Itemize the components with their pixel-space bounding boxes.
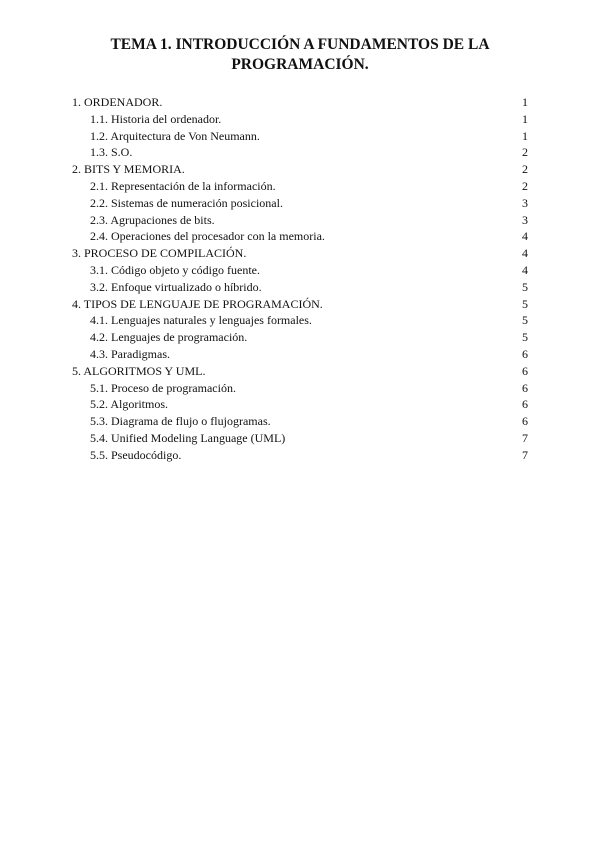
toc-entry-label: 2.1. Representación de la información.: [90, 178, 276, 193]
toc-subsection-entry[interactable]: [72, 380, 528, 397]
toc-subsection-entry[interactable]: [72, 346, 528, 363]
toc-page-number: 1: [522, 95, 528, 109]
toc-subsection-entry[interactable]: [72, 413, 528, 430]
toc-entry-label: 4. TIPOS DE LENGUAJE DE PROGRAMACIÓN.: [72, 296, 323, 311]
toc-page-number: 1: [522, 111, 528, 126]
toc-subsection-entry[interactable]: [72, 312, 528, 329]
toc-entry-label: 5.2. Algoritmos.: [90, 397, 169, 412]
toc-section-entry[interactable]: [72, 161, 528, 178]
toc-page-number: 6: [522, 414, 528, 429]
toc-page-number: 5: [522, 279, 528, 294]
toc-page-number: 6: [522, 397, 528, 412]
toc-entry-label: 2.3. Agrupaciones de bits.: [90, 212, 215, 227]
toc-subsection-entry[interactable]: [72, 111, 528, 128]
toc-entry-label: 2.4. Operaciones del procesador con la memoria.: [90, 229, 325, 244]
title-line-2: PROGRAMACIÓN.: [231, 56, 369, 73]
toc-entry-label: 1. ORDENADOR.: [72, 95, 163, 109]
toc-subsection-entry[interactable]: [72, 447, 528, 464]
toc-entry-label: 2.2. Sistemas de numeración posicional.: [90, 195, 283, 210]
toc-subsection-entry[interactable]: [72, 144, 528, 161]
toc-entry-label: 1.1. Historia del ordenador.: [90, 111, 222, 126]
toc-subsection-entry[interactable]: [72, 430, 528, 447]
table-of-contents: [72, 94, 528, 464]
toc-entry-label: 5.4. Unified Modeling Language (UML): [90, 430, 286, 445]
toc-entry-label: 2. BITS Y MEMORIA.: [72, 162, 185, 177]
toc-entry-label: 4.3. Paradigmas.: [90, 346, 170, 361]
document-title: [60, 35, 540, 75]
title-line-1: TEMA 1. INTRODUCCIÓN A FUNDAMENTOS DE LA: [110, 36, 490, 53]
toc-section-entry[interactable]: [72, 94, 528, 111]
toc-page-number: 3: [522, 212, 528, 227]
toc-entry-label: 4.1. Lenguajes naturales y lenguajes formales.: [90, 313, 312, 328]
toc-page-number: 1: [522, 128, 528, 143]
toc-section-entry[interactable]: [72, 363, 528, 380]
toc-entry-label: 1.3. S.O.: [90, 145, 133, 160]
toc-page-number: 4: [522, 246, 528, 261]
toc-subsection-entry[interactable]: [72, 228, 528, 245]
toc-entry-label: 3. PROCESO DE COMPILACIÓN.: [72, 246, 247, 261]
toc-page-number: 3: [522, 195, 528, 210]
toc-page-number: 2: [522, 178, 528, 193]
toc-subsection-entry[interactable]: [72, 262, 528, 279]
toc-section-entry[interactable]: [72, 296, 528, 313]
toc-page-number: 6: [522, 380, 528, 395]
toc-subsection-entry[interactable]: [72, 195, 528, 212]
toc-page-number: 2: [522, 145, 528, 160]
toc-subsection-entry[interactable]: [72, 178, 528, 195]
toc-entry-label: 3.2. Enfoque virtualizado o híbrido.: [90, 279, 262, 294]
toc-page-number: 7: [522, 447, 528, 462]
toc-page-number: 6: [522, 363, 528, 378]
toc-subsection-entry[interactable]: [72, 396, 528, 413]
toc-page-number: 5: [522, 313, 528, 328]
toc-entry-label: 3.1. Código objeto y código fuente.: [90, 262, 260, 277]
toc-section-entry[interactable]: [72, 245, 528, 262]
toc-entry-label: 4.2. Lenguajes de programación.: [90, 330, 248, 345]
toc-entry-label: 5.3. Diagrama de flujo o flujogramas.: [90, 414, 271, 429]
toc-page-number: 5: [522, 330, 528, 345]
toc-page-number: 5: [522, 296, 528, 311]
toc-entry-label: 5.5. Pseudocódigo.: [90, 447, 182, 462]
toc-page-number: 4: [522, 262, 528, 277]
toc-entry-label: 5. ALGORITMOS Y UML.: [72, 363, 206, 378]
toc-subsection-entry[interactable]: [72, 212, 528, 229]
toc-page-number: 4: [522, 229, 528, 244]
toc-subsection-entry[interactable]: [72, 329, 528, 346]
toc-entry-label: 5.1. Proceso de programación.: [90, 380, 236, 395]
toc-entry-label: 1.2. Arquitectura de Von Neumann.: [90, 128, 260, 143]
toc-subsection-entry[interactable]: [72, 279, 528, 296]
toc-page-number: 6: [522, 346, 528, 361]
toc-subsection-entry[interactable]: [72, 128, 528, 145]
toc-page-number: 2: [522, 162, 528, 177]
toc-page-number: 7: [522, 430, 528, 445]
